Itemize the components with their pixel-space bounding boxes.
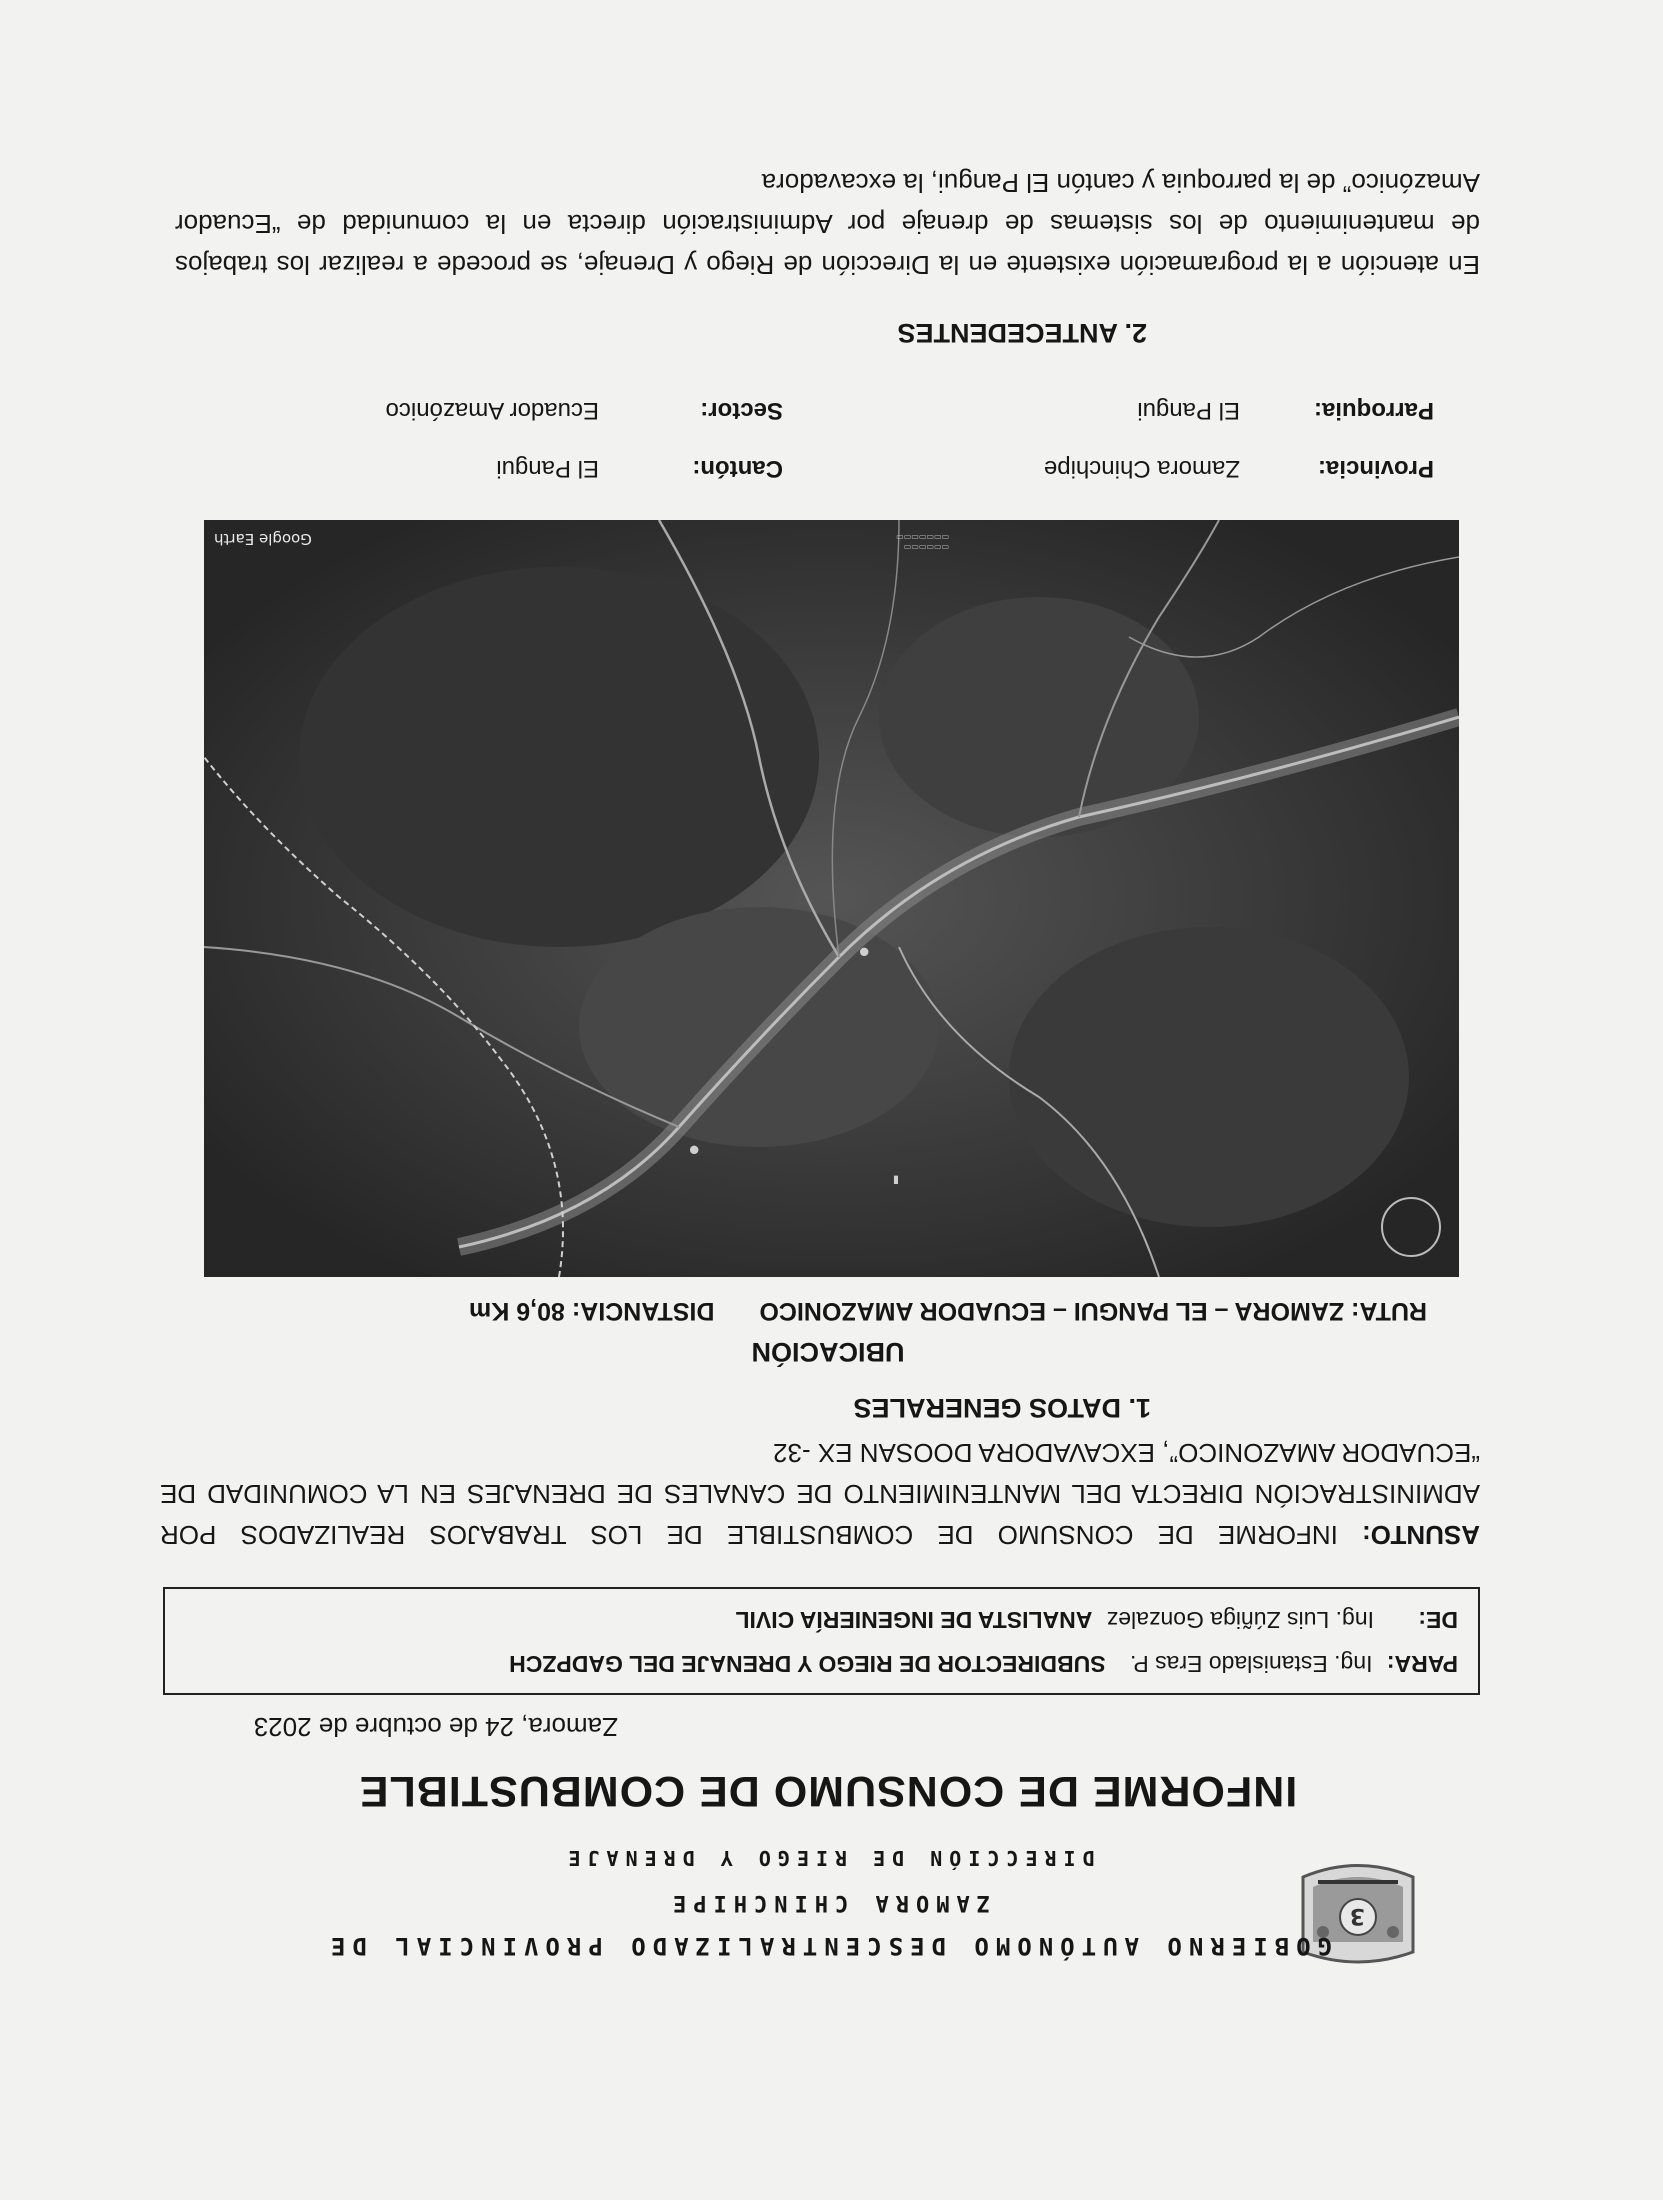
header-department: DIRECCIÓN DE RIEGO Y DRENAJE: [561, 1846, 1095, 1870]
distance-text: DISTANCIA: 80,6 Km: [469, 1297, 715, 1325]
para-name: Ing. Estanislado Eras P.: [1129, 1651, 1373, 1677]
de-label: DE:: [1418, 1607, 1458, 1633]
section-general-data-title: 1. DATOS GENERALES: [853, 1393, 1151, 1423]
subject-text: INFORME DE CONSUMO DE COMBUSTIBLE DE LOS TRABAJOS REALIZADOS POR ADMINISTRACIÓN DIRECTA DEL MANTENIMIENTO DE CANALES DE DRENAJES EN LA COMUNIDAD DE “ECUADOR AMAZONICO”, EXCAVADORA DOOSAN EX -32: [160, 1438, 1480, 1550]
de-row: [735, 1606, 1458, 1633]
compass-icon: [1381, 1197, 1441, 1257]
map-attribution: Google Earth: [214, 530, 312, 548]
parish-value: El Pangui: [1137, 397, 1240, 424]
map-terrain: [204, 520, 1459, 1277]
canton-label: Cantón:: [692, 455, 783, 482]
de-role: ANALISTA DE INGENIERÍA CIVIL: [735, 1607, 1093, 1633]
header-institution: GOBIERNO AUTÓNOMO DESCENTRALIZADO PROVINCIAL DE: [323, 1932, 1333, 1960]
sector-label: Sector:: [700, 397, 783, 424]
route-line: [469, 1296, 1427, 1325]
para-role: SUBDIRECTOR DE RIEGO Y DRENAJE DEL GADPZCH: [509, 1651, 1106, 1677]
para-row: [509, 1650, 1458, 1677]
background-paragraph: En atención a la programación existente en la Dirección de Riego y Drenaje, se procede a realizar los trabajos de mantenimiento de los sistemas de drenaje por Administración directa en la comunidad de “Ecuador Amazónico” de la parroquia y cantón El Pangui, la excavadora: [175, 168, 1480, 280]
map-credits: ▭▭▭▭▭▭ ▭▭▭▭▭▭▭: [896, 533, 949, 552]
sector-value: Ecuador Amazónico: [385, 397, 599, 424]
subject-label: ASUNTO:: [1362, 1520, 1480, 1550]
parish-label: Parroquia:: [1313, 397, 1434, 424]
recipient-sender-box: [163, 1587, 1480, 1695]
location-title: UBICACIÓN: [751, 1337, 905, 1367]
svg-text:3: 3: [1349, 1903, 1365, 1928]
route-text: RUTA: ZAMORA – EL PANGUI – ECUADOR AMAZONICO: [759, 1297, 1427, 1325]
document-date: Zamora, 24 de octubre de 2023: [253, 1712, 618, 1742]
province-value: Zamora Chinchipe: [1043, 455, 1240, 482]
subject-paragraph: [160, 1432, 1480, 1555]
para-label: PARA:: [1386, 1651, 1458, 1677]
de-name: Ing. Luis Zúñiga Gonzalez: [1106, 1607, 1374, 1633]
header-province: ZAMORA CHINCHIPE: [666, 1890, 990, 1915]
document-title: INFORME DE CONSUMO DE COMBUSTIBLE: [358, 1767, 1298, 1815]
satellite-map-image: ● ● ▮ ▭▭▭▭▭▭ ▭▭▭▭▭▭▭ Google Earth: [204, 520, 1459, 1277]
canton-value: El Pangui: [496, 455, 599, 482]
province-label: Provincia:: [1317, 455, 1434, 482]
section-background-title: 2. ANTECEDENTES: [897, 318, 1147, 348]
